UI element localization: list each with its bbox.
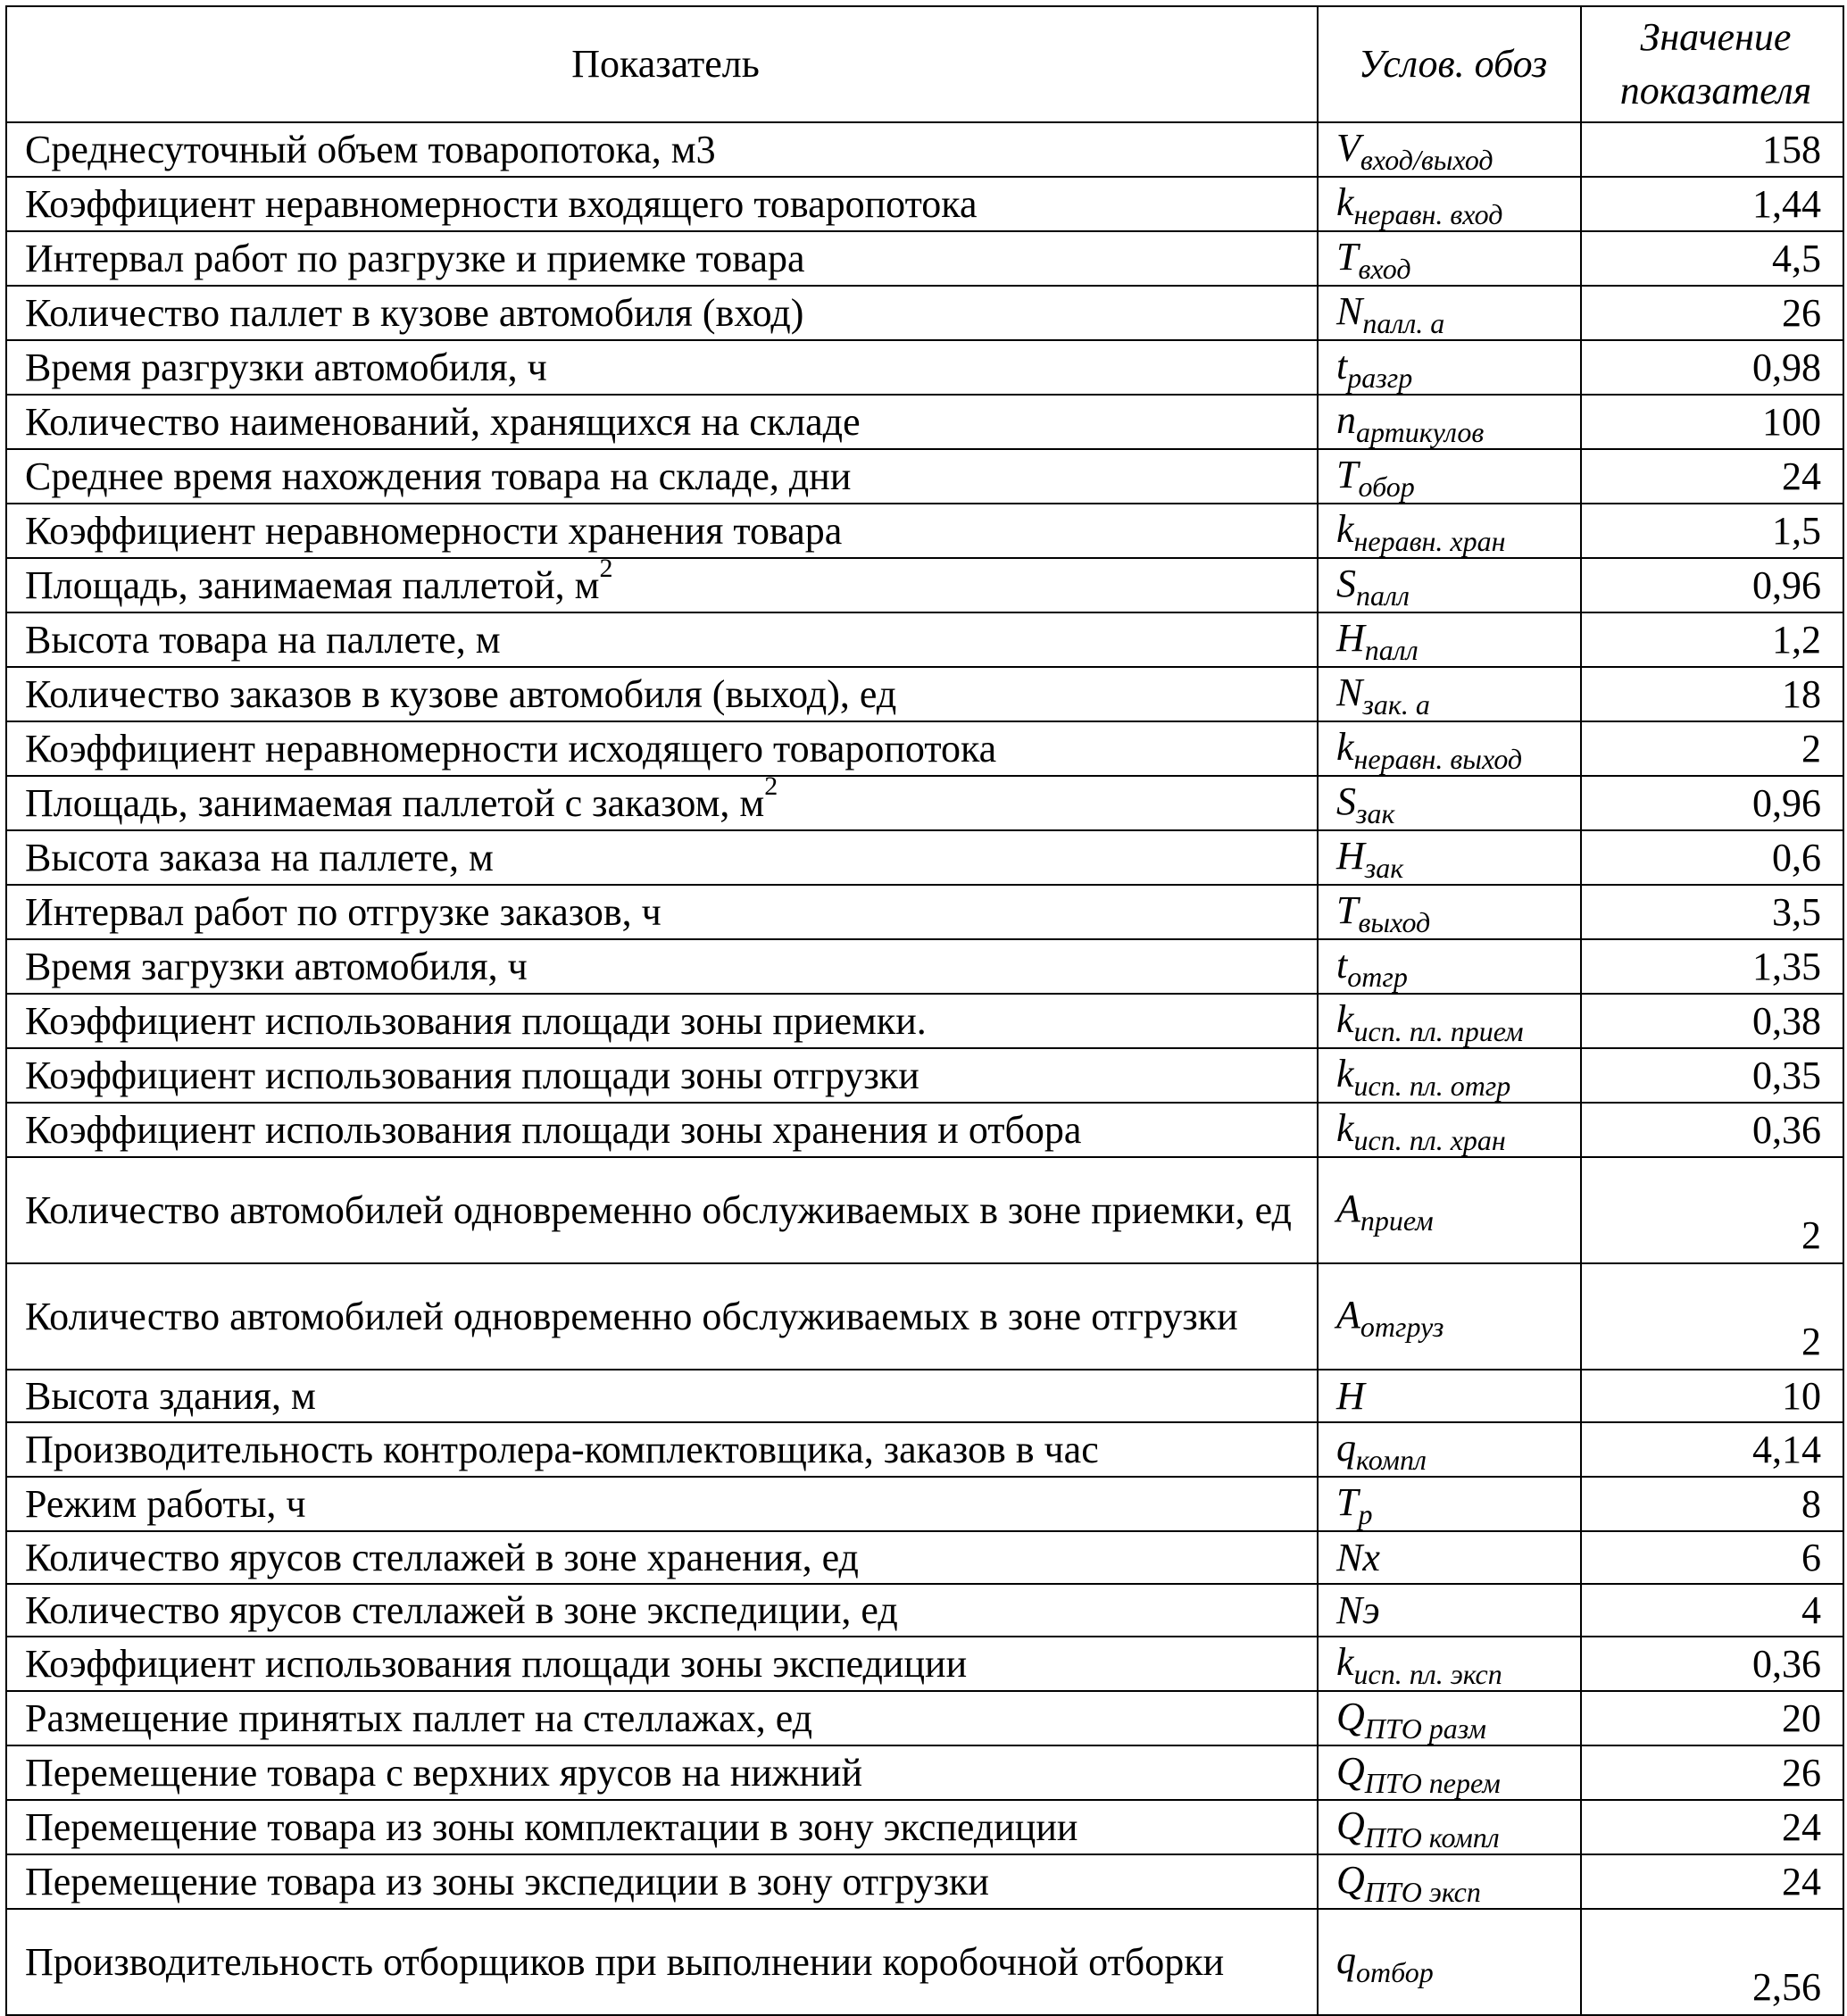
symbol-cell [1318,558,1581,612]
symbol-subscript: компл [1356,1444,1427,1476]
symbol-letter: T [1336,1480,1359,1524]
table-row [6,504,1843,558]
document-page [5,5,1844,2016]
table-row [6,1584,1843,1637]
indicator-text: Коэффициент использования площади зоны отгрузки [25,1053,919,1097]
table-row [6,1854,1843,1909]
symbol-subscript: палл [1356,579,1410,612]
indicator-text: Коэффициент неравномерности входящего товаропотока [25,181,978,226]
indicator-name [6,612,1318,667]
indicator-name [6,1370,1318,1422]
value-cell: 0,96 [1581,776,1843,830]
symbol-cell [1318,721,1581,776]
symbol-cell [1318,1584,1581,1637]
indicator-text: Перемещение товара из зоны экспедиции в зону отгрузки [25,1859,989,1904]
symbol-cell [1318,286,1581,340]
indicator-name [6,1800,1318,1854]
symbol-cell [1318,1909,1581,2015]
symbol-subscript: отгр [1347,961,1408,993]
value-cell: 0,98 [1581,340,1843,395]
symbol-cell [1318,122,1581,177]
indicator-text: Высота заказа на паллете, м [25,835,494,879]
indicator-text: Коэффициент использования площади зоны приемки. [25,998,927,1043]
symbol-subscript: зак. а [1362,688,1430,721]
indicator-text: Коэффициент использования площади зоны экспедиции [25,1641,968,1686]
symbol-letter: k [1336,1052,1354,1095]
indicator-text: Количество автомобилей одновременно обслуживаемых в зоне отгрузки [25,1294,1238,1338]
indicator-name [6,771,1318,830]
symbol-cell [1318,1745,1581,1800]
indicator-name [6,1422,1318,1477]
symbol-letter: T [1336,888,1359,932]
value-cell: 158 [1581,122,1843,177]
table-row [6,1048,1843,1103]
indicator-text: Перемещение товара с верхних ярусов на нижний [25,1750,862,1795]
table-row [6,1800,1843,1854]
unit-exponent: 2 [599,553,613,583]
symbol-cell [1318,612,1581,667]
symbol-subscript: исп. пл. эксп [1353,1658,1502,1690]
indicator-text: Количество наименований, хранящихся на складе [25,399,861,444]
symbol-subscript: ПТО перем [1364,1767,1501,1799]
symbol-letter: k [1336,725,1354,769]
value-cell: 2 [1581,1157,1843,1263]
indicator-text: Среднесуточный объем товаропотока, м3 [25,127,716,171]
table-row [6,1909,1843,2015]
indicator-text: Коэффициент неравномерности исходящего товаропотока [25,726,997,771]
symbol-letter: Q [1336,1858,1365,1902]
symbol-subscript: исп. пл. отгр [1353,1070,1511,1102]
value-cell: 26 [1581,286,1843,340]
value-cell: 2,56 [1581,1909,1843,2015]
value-cell: 0,36 [1581,1637,1843,1691]
symbol-letter: N [1336,289,1363,333]
symbol-subscript: артикулов [1356,416,1485,448]
symbol-letter: H [1336,1373,1365,1418]
table-row [6,1157,1843,1263]
symbol-letter: k [1336,180,1354,224]
indicator-name [6,1477,1318,1531]
symbol-letter: H [1336,616,1365,660]
indicator-name [6,1637,1318,1691]
indicator-name [6,177,1318,231]
symbol-cell [1318,177,1581,231]
symbol-subscript: зак [1364,852,1404,884]
indicator-name [6,1157,1318,1263]
value-cell: 4,5 [1581,231,1843,286]
indicator-text: Производительность отборщиков при выполнении коробочной отборки [25,1939,1225,1984]
table-row [6,286,1843,340]
indicator-text: Количество паллет в кузове автомобиля (вход) [25,290,804,335]
symbol-subscript: неравн. хран [1353,525,1506,557]
symbol-cell [1318,1800,1581,1854]
table-row [6,177,1843,231]
symbol-cell [1318,830,1581,885]
parameters-table [5,5,1844,2016]
symbol-letter: n [1336,398,1356,442]
symbol-cell [1318,1854,1581,1909]
value-cell: 1,35 [1581,939,1843,994]
indicator-name [6,231,1318,286]
symbol-cell [1318,885,1581,939]
symbol-cell [1318,1531,1581,1584]
indicator-name [6,667,1318,721]
indicator-text: Интервал работ по отгрузке заказов, ч [25,889,661,934]
indicator-name [6,340,1318,395]
value-cell: 4,14 [1581,1422,1843,1477]
table-row [6,1477,1843,1531]
indicator-name [6,504,1318,558]
symbol-subscript: разгр [1347,362,1413,394]
symbol-letter: Q [1336,1749,1365,1793]
indicator-text: Коэффициент неравномерности хранения товара [25,508,843,553]
value-cell: 0,96 [1581,558,1843,612]
table-row [6,885,1843,939]
symbol-cell [1318,1370,1581,1422]
symbol-cell [1318,340,1581,395]
symbol-subscript: отгруз [1360,1311,1444,1343]
symbol-letter: Nх [1336,1535,1380,1579]
indicator-text: Площадь, занимаемая паллетой, м [25,562,600,607]
table-row [6,1370,1843,1422]
value-cell: 1,2 [1581,612,1843,667]
symbol-cell [1318,994,1581,1048]
indicator-name [6,1691,1318,1745]
indicator-name [6,1103,1318,1157]
symbol-subscript: ПТО компл [1364,1821,1500,1854]
indicator-name [6,1263,1318,1370]
symbol-cell [1318,776,1581,830]
symbol-cell [1318,1048,1581,1103]
symbol-letter: t [1336,943,1348,987]
table-header-row [6,6,1843,122]
symbol-letter: k [1336,1640,1354,1684]
value-cell: 0,38 [1581,994,1843,1048]
indicator-text: Количество заказов в кузове автомобиля (выход), ед [25,671,897,716]
table-row [6,776,1843,830]
indicator-text: Режим работы, ч [25,1481,306,1526]
header-symbol: Услов. обоз [1318,6,1581,122]
value-cell: 100 [1581,395,1843,449]
indicator-name [6,1531,1318,1584]
indicator-name [6,1909,1318,2015]
table-row [6,1263,1843,1370]
table-row [6,1691,1843,1745]
value-cell: 0,36 [1581,1103,1843,1157]
value-cell: 0,6 [1581,830,1843,885]
symbol-letter: V [1336,126,1360,170]
symbol-subscript: исп. пл. хран [1353,1124,1506,1156]
indicator-text: Интервал работ по разгрузке и приемке товара [25,236,805,280]
table-row [6,395,1843,449]
symbol-cell [1318,395,1581,449]
indicator-name [6,1745,1318,1800]
symbol-letter: k [1336,1106,1354,1150]
table-row [6,939,1843,994]
symbol-cell [1318,939,1581,994]
symbol-letter: q [1336,1938,1356,1982]
table-row [6,994,1843,1048]
symbol-cell [1318,1477,1581,1531]
symbol-cell [1318,667,1581,721]
symbol-letter: T [1336,235,1359,279]
table-row [6,122,1843,177]
value-cell: 2 [1581,721,1843,776]
table-row [6,558,1843,612]
value-cell: 18 [1581,667,1843,721]
value-cell: 3,5 [1581,885,1843,939]
symbol-cell [1318,1422,1581,1477]
indicator-text: Производительность контролера-комплектовщика, заказов в час [25,1427,1099,1471]
symbol-cell [1318,1691,1581,1745]
symbol-cell [1318,504,1581,558]
table-row [6,667,1843,721]
value-cell: 10 [1581,1370,1843,1422]
indicator-name [6,286,1318,340]
symbol-letter: N [1336,671,1363,714]
indicator-text: Количество ярусов стеллажей в зоне хранения, ед [25,1535,859,1579]
table-row [6,231,1843,286]
indicator-name [6,449,1318,504]
indicator-text: Количество ярусов стеллажей в зоне экспедиции, ед [25,1587,898,1632]
table-row [6,721,1843,776]
indicator-name [6,1584,1318,1637]
symbol-subscript: неравн. выход [1353,743,1523,775]
symbol-letter: t [1336,344,1348,387]
symbol-cell [1318,1637,1581,1691]
symbol-letter: Q [1336,1804,1365,1847]
indicator-name [6,122,1318,177]
value-cell: 4 [1581,1584,1843,1637]
table-row [6,1422,1843,1477]
symbol-letter: H [1336,834,1365,878]
symbol-letter: S [1336,779,1356,823]
symbol-subscript: выход [1358,906,1431,938]
symbol-subscript: вход [1358,253,1411,285]
symbol-subscript: палл. а [1362,307,1445,339]
symbol-letter: k [1336,507,1354,551]
value-cell: 24 [1581,449,1843,504]
indicator-text: Площадь, занимаемая паллетой с заказом, м [25,780,765,825]
symbol-cell [1318,1157,1581,1263]
symbol-subscript: прием [1360,1204,1434,1237]
indicator-name [6,939,1318,994]
indicator-name [6,885,1318,939]
indicator-text: Перемещение товара из зоны комплектации в зону экспедиции [25,1804,1078,1849]
indicator-name [6,721,1318,776]
table-row [6,1745,1843,1800]
unit-exponent: 2 [764,771,778,801]
value-cell: 2 [1581,1263,1843,1370]
header-value: Значение показателя [1581,6,1843,122]
value-cell: 24 [1581,1800,1843,1854]
symbol-subscript: обор [1358,471,1415,503]
symbol-subscript: зак [1356,797,1395,829]
symbol-subscript: отбор [1356,1956,1434,1988]
indicator-text: Высота товара на паллете, м [25,617,501,662]
symbol-subscript: р [1358,1498,1373,1530]
symbol-letter: T [1336,453,1359,496]
indicator-text: Время загрузки автомобиля, ч [25,944,528,988]
table-row [6,1637,1843,1691]
table-row [6,449,1843,504]
value-cell: 26 [1581,1745,1843,1800]
symbol-letter: Nэ [1336,1587,1380,1632]
value-cell: 24 [1581,1854,1843,1909]
indicator-text: Время разгрузки автомобиля, ч [25,345,547,389]
value-cell: 0,35 [1581,1048,1843,1103]
symbol-subscript: вход/выход [1360,144,1493,176]
indicator-name [6,553,1318,612]
table-row [6,1103,1843,1157]
symbol-subscript: ПТО разм [1364,1712,1486,1745]
indicator-text: Количество автомобилей одновременно обслуживаемых в зоне приемки, ед [25,1187,1292,1232]
indicator-text: Коэффициент использования площади зоны хранения и отбора [25,1107,1082,1152]
symbol-cell [1318,1263,1581,1370]
indicator-name [6,830,1318,885]
symbol-letter: Q [1336,1695,1365,1738]
symbol-letter: q [1336,1426,1356,1470]
symbol-cell [1318,1103,1581,1157]
indicator-name [6,395,1318,449]
value-cell: 1,5 [1581,504,1843,558]
header-indicator: Показатель [6,6,1318,122]
symbol-subscript: ПТО эксп [1364,1876,1481,1908]
indicator-name [6,1048,1318,1103]
indicator-name [6,1854,1318,1909]
symbol-cell [1318,449,1581,504]
symbol-subscript: неравн. вход [1353,198,1503,230]
indicator-text: Высота здания, м [25,1373,316,1418]
value-cell: 6 [1581,1531,1843,1584]
table-body [6,122,1843,2015]
symbol-subscript: палл [1364,634,1419,666]
table-row [6,830,1843,885]
symbol-letter: S [1336,562,1356,605]
table-row [6,340,1843,395]
value-cell: 1,44 [1581,177,1843,231]
indicator-text: Размещение принятых паллет на стеллажах, ед [25,1695,813,1740]
value-cell: 8 [1581,1477,1843,1531]
table-row [6,612,1843,667]
indicator-text: Среднее время нахождения товара на складе, дни [25,454,852,498]
value-cell: 20 [1581,1691,1843,1745]
symbol-letter: A [1336,1187,1360,1230]
table-row [6,1531,1843,1584]
indicator-name [6,994,1318,1048]
symbol-letter: k [1336,997,1354,1041]
symbol-subscript: исп. пл. прием [1353,1015,1524,1047]
symbol-letter: A [1336,1293,1360,1337]
symbol-cell [1318,231,1581,286]
